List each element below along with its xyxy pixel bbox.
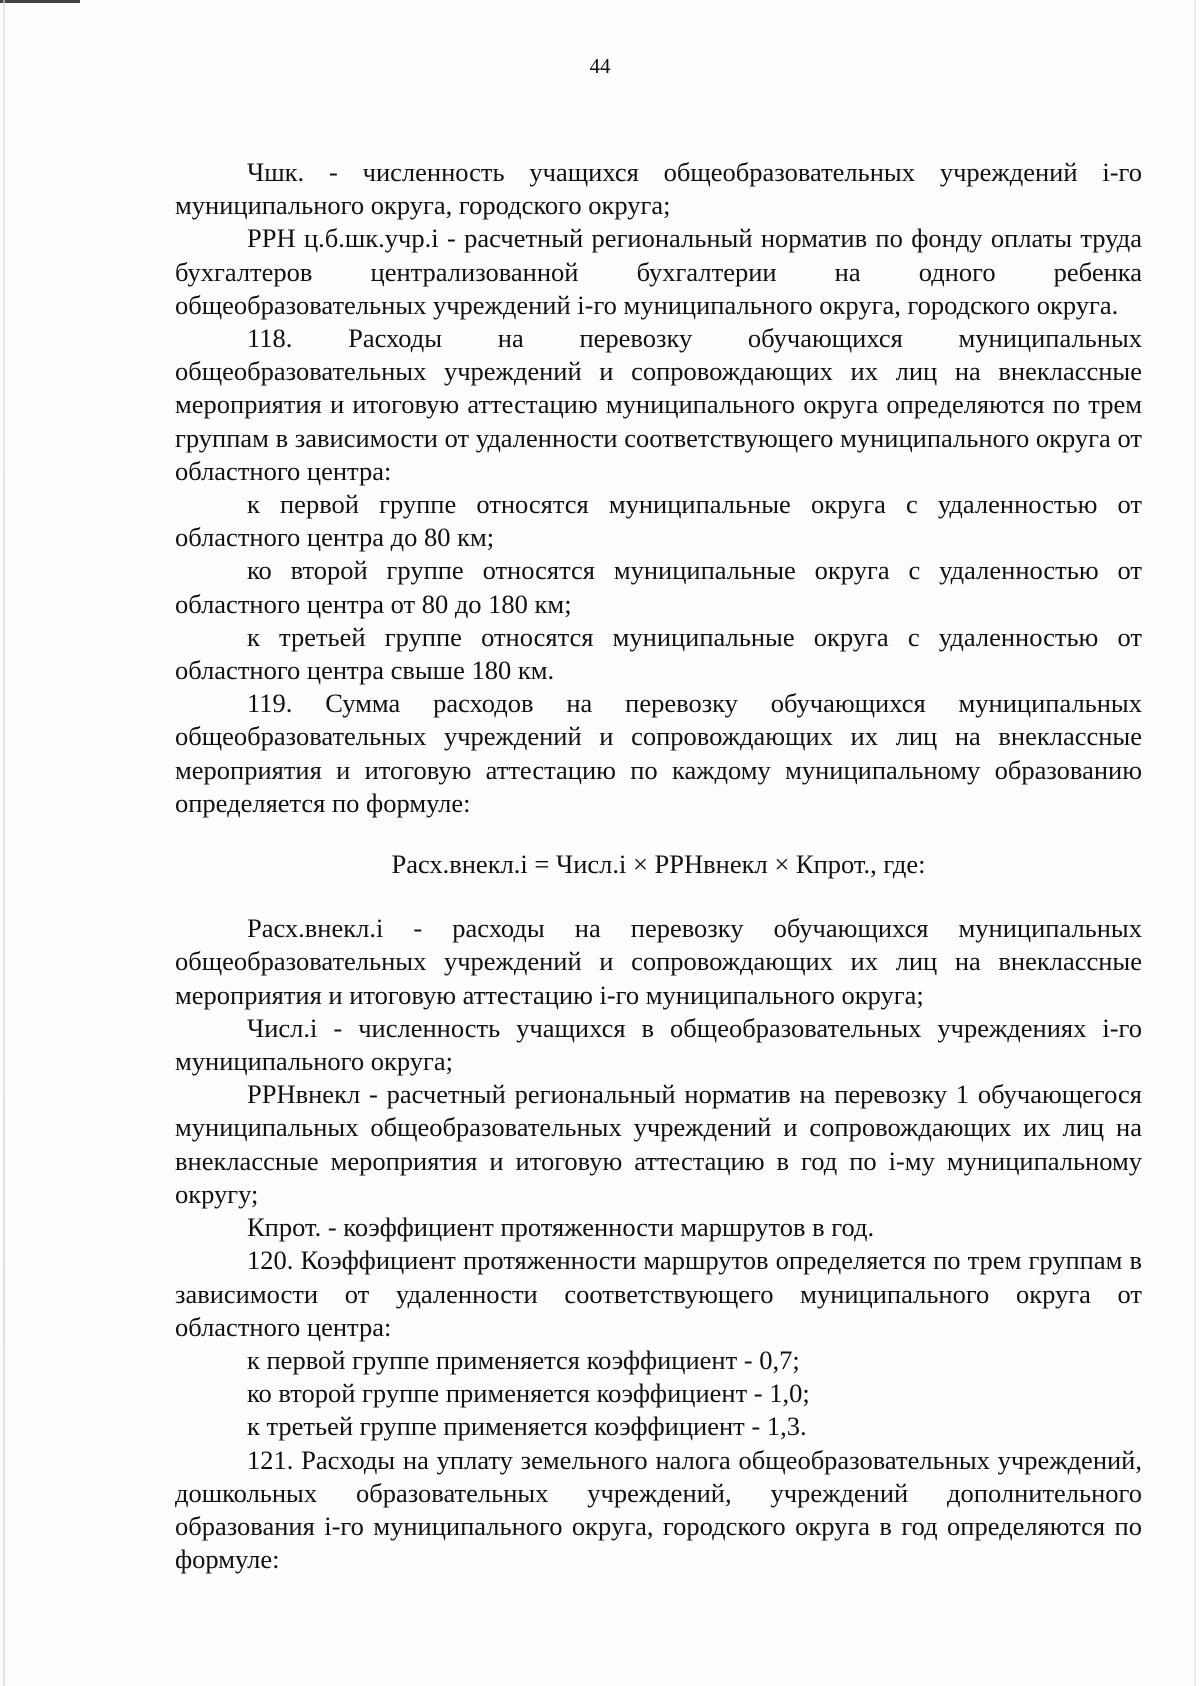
document-body [175,156,1142,1576]
paragraph-group-3: к третьей группе относятся муниципальные округа с удаленностью от областного центра свыше 180 км. [175,621,1142,686]
paragraph-120: 120. Коэффициент протяженности маршрутов определяется по трем группам в зависимости от удаленности соответствующего муниципального округа от областного центра: [175,1245,1142,1342]
paragraph-group-2: ко второй группе относятся муниципальные округа с удаленностью от областного центра от 80 до 180 км; [175,555,1142,619]
paragraph-chisl-definition: Числ.i - численность учащихся в общеобразовательных учреждениях i-го муниципального округа; [175,1012,1142,1077]
paragraph-119: 119. Сумма расходов на перевозку обучающихся муниципальных общеобразовательных учреждений и сопровождающих их лиц на внеклассные мероприятия и итоговую аттестацию по каждому муниципальному образованию определяется по формуле: [175,688,1142,818]
paragraph-121: 121. Расходы на уплату земельного налога общеобразовательных учреждений, дошкольных образовательных учреждений, учреждений дополнительного образования i-го муниципального округа, городского округа в год определяются по формуле: [175,1444,1142,1575]
paragraph-rrn-vnekl-definition: РРНвнекл - расчетный региональный норматив на перевозку 1 обучающегося муниципальных общеобразовательных учреждений и сопровождающих их лиц на внеклассные мероприятия и итоговую аттестацию в год по i-му муниципальному округу; [175,1079,1142,1209]
paragraph-chshk-definition: Чшк. - численность учащихся общеобразовательных учреждений i-го муниципального округа, городского округа; [175,157,1142,221]
scan-edge-right [1194,0,1196,1686]
page-number: 44 [589,54,611,78]
paragraph-kprot-definition: Кпрот. - коэффициент протяженности маршрутов в год. [247,1212,875,1243]
paragraph-118: 118. Расходы на перевозку обучающихся муниципальных общеобразовательных учреждений и сопровождающих их лиц на внеклассные мероприятия и итоговую аттестацию муниципального округа определяются по трем группам в зависимости от удаленности соответствующего муниципального округа от областного центра: [175,323,1142,486]
paragraph-group-1: к первой группе относятся муниципальные округа с удаленностью от областного центра до 80 км; [175,489,1142,553]
paragraph-rrn-cb-definition: РРН ц.б.шк.учр.i - расчетный региональный норматив по фонду оплаты труда бухгалтеров централизованной бухгалтерии на одного ребенка общеобразовательных учреждений i-го муниципального округа, городского округа. [175,223,1142,320]
paragraph-coef-group-3: к третьей группе применяется коэффициент - 1,3. [247,1411,807,1442]
paragraph-coef-group-2: ко второй группе применяется коэффициент - 1,0; [247,1378,810,1409]
formula-rasch-vnekl: Расх.внекл.i = Числ.i × РРНвнекл × Кпрот., где: [391,849,926,880]
paragraph-rasch-definition: Расх.внекл.i - расходы на перевозку обучающихся муниципальных общеобразовательных учреждений и сопровождающих их лиц на внеклассные мероприятия и итоговую аттестацию i-го муниципального округа; [175,913,1142,1010]
scan-corner-mark [0,0,80,3]
paragraph-coef-group-1: к первой группе применяется коэффициент - 0,7; [247,1344,800,1375]
scan-edge-left [3,0,5,1686]
